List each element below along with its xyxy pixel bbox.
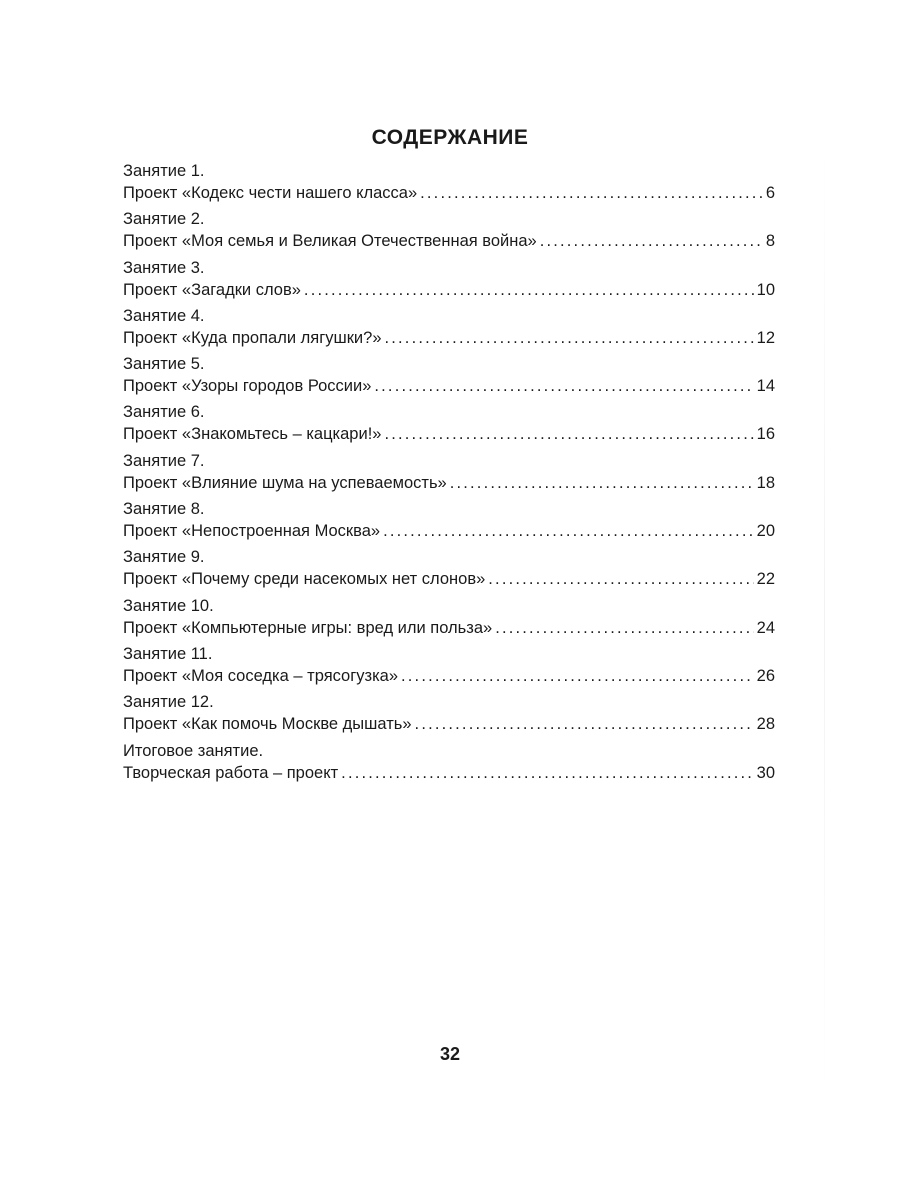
toc-lesson-label: Занятие 8.	[123, 500, 205, 519]
toc-lesson-label: Занятие 10.	[123, 596, 214, 615]
toc-project-title: Проект «Загадки слов»	[123, 280, 301, 299]
toc-project-line	[123, 665, 775, 687]
toc-project-title: Проект «Компьютерные игры: вред или польза»	[123, 618, 493, 637]
toc-page-number: 28	[756, 715, 775, 734]
toc-lesson-label: Занятие 2.	[123, 210, 205, 229]
toc-entry	[123, 450, 775, 498]
dot-leader	[415, 713, 754, 735]
toc-project-line	[123, 762, 775, 784]
toc-lesson-label: Итоговое занятие.	[123, 741, 264, 760]
page-edge-shadow	[824, 140, 825, 1100]
toc-page-number: 20	[756, 522, 775, 541]
toc-entry	[123, 691, 775, 739]
toc-project-title: Проект «Почему среди насекомых нет слонов»	[123, 570, 486, 589]
toc-entry	[123, 498, 775, 546]
toc-entry	[123, 208, 775, 256]
toc-project-line	[123, 375, 775, 397]
toc-project-title: Проект «Как помочь Москве дышать»	[123, 715, 412, 734]
toc-project-line	[123, 713, 775, 735]
toc-project-line	[123, 617, 775, 639]
toc-page-number: 14	[756, 377, 775, 396]
toc-lesson-label: Занятие 12.	[123, 693, 214, 712]
dot-leader	[420, 182, 763, 204]
toc-page-number: 30	[756, 763, 775, 782]
toc-lesson-label: Занятие 5.	[123, 355, 205, 374]
toc-project-title: Проект «Моя соседка – трясогузка»	[123, 666, 399, 685]
toc-entry	[123, 595, 775, 643]
toc-project-line	[123, 423, 775, 445]
toc-page-number: 24	[756, 618, 775, 637]
toc-page-number: 8	[765, 232, 775, 251]
toc-entry	[123, 643, 775, 691]
toc-project-title: Проект «Непостроенная Москва»	[123, 522, 381, 541]
toc-project-line	[123, 568, 775, 590]
toc-project-title: Проект «Узоры городов России»	[123, 377, 372, 396]
toc-page-number: 10	[756, 280, 775, 299]
page-number: 32	[439, 1044, 461, 1064]
dot-leader	[401, 665, 754, 687]
toc-project-line	[123, 182, 775, 204]
toc-project-title: Проект «Влияние шума на успеваемость»	[123, 473, 447, 492]
toc-project-title: Проект «Кодекс чести нашего класса»	[123, 184, 418, 202]
toc-project-line	[123, 327, 775, 349]
toc-project-title: Проект «Моя семья и Великая Отечественная война»	[123, 232, 537, 251]
toc-project-title: Проект «Знакомьтесь – кацкари!»	[123, 425, 382, 444]
toc-lesson-label: Занятие 1.	[123, 162, 205, 180]
dot-leader	[540, 230, 763, 252]
dot-leader	[304, 279, 754, 301]
toc-page-number: 16	[756, 425, 775, 444]
toc-lesson-label: Занятие 7.	[123, 451, 205, 470]
toc-lesson-label: Занятие 3.	[123, 258, 205, 277]
toc-entry	[123, 160, 775, 208]
toc-entry	[123, 401, 775, 449]
dot-leader	[450, 472, 754, 494]
toc-project-line	[123, 472, 775, 494]
dot-leader	[383, 520, 754, 542]
dot-leader	[384, 423, 753, 445]
toc-lesson-label: Занятие 6.	[123, 403, 205, 422]
toc-entry	[123, 740, 775, 788]
toc-project-line	[123, 279, 775, 301]
page-title: СОДЕРЖАНИЕ	[371, 126, 529, 149]
toc-project-title: Творческая работа – проект	[123, 763, 339, 782]
toc-project-line	[123, 230, 775, 252]
toc-page-number: 18	[756, 473, 775, 492]
toc-entry	[123, 257, 775, 305]
dot-leader	[488, 568, 753, 590]
dot-leader	[374, 375, 753, 397]
toc-page-number: 26	[756, 666, 775, 685]
toc-entry	[123, 353, 775, 401]
toc-page-number: 12	[756, 328, 775, 347]
toc-page-number: 6	[765, 184, 775, 202]
toc-entry	[123, 546, 775, 594]
dot-leader	[341, 762, 753, 784]
toc-lesson-label: Занятие 9.	[123, 548, 205, 567]
toc-entry	[123, 305, 775, 353]
toc-lesson-label: Занятие 11.	[123, 644, 213, 663]
dot-leader	[495, 617, 753, 639]
toc-project-title: Проект «Куда пропали лягушки?»	[123, 328, 382, 347]
table-of-contents	[123, 160, 775, 788]
toc-page-number: 22	[756, 570, 775, 589]
dot-leader	[385, 327, 754, 349]
toc-lesson-label: Занятие 4.	[123, 306, 205, 325]
toc-project-line	[123, 520, 775, 542]
